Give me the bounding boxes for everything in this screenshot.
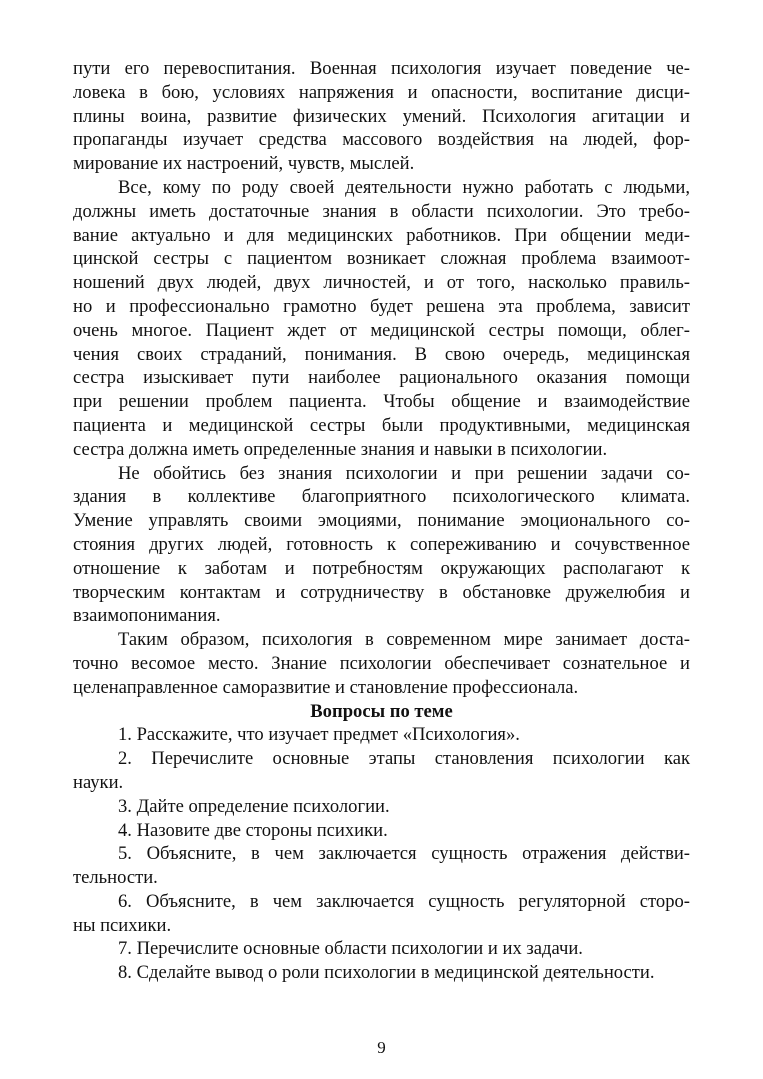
text-line: чения своих страданий, понимания. В свою очередь, медицинская (73, 343, 690, 365)
question-item (73, 795, 690, 819)
text-line: 7. Перечислите основные области психологии и их задачи. (118, 938, 583, 960)
questions-list (73, 723, 690, 985)
text-line: науки. (73, 771, 124, 793)
question-item (73, 723, 690, 747)
text-line: стояния других людей, готовность к сопереживанию и сочувственное (73, 533, 690, 555)
text-line: сестра должна иметь определенные знания и навыки в психологии. (73, 438, 608, 460)
text-line: плины воина, развитие физических умений. Психология агитации и (73, 105, 690, 127)
question-item (73, 842, 690, 890)
question-item (73, 890, 690, 938)
text-line: должны иметь достаточные знания в области психологии. Это требо- (73, 200, 690, 222)
paragraph (73, 628, 690, 699)
paragraph (73, 176, 690, 462)
body-text (73, 57, 690, 700)
question-item (73, 747, 690, 795)
text-line: но и профессионально грамотно будет решена эта проблема, зависит (73, 295, 690, 317)
question-item (73, 961, 690, 985)
paragraph (73, 462, 690, 629)
text-line: пропаганды изучает средства массового воздействия на людей, фор- (73, 129, 690, 151)
text-line: цинской сестры с пациентом возникает сложная проблема взаимоот- (73, 248, 690, 270)
page-body (73, 57, 690, 985)
text-line: точно весомое место. Знание психологии обеспечивает сознательное и (73, 652, 690, 674)
text-line: при решении проблем пациента. Чтобы общение и взаимодействие (73, 391, 690, 413)
text-line: пациента и медицинской сестры были продуктивными, медицинская (73, 414, 690, 436)
text-line: творческим контактам и сотрудничеству в обстановке дружелюбия и (73, 581, 690, 603)
text-line: тельности. (73, 867, 158, 889)
text-line: здания в коллективе благоприятного психологического климата. (73, 486, 690, 508)
text-line: 1. Расскажите, что изучает предмет «Психология». (118, 724, 520, 746)
text-line: 3. Дайте определение психологии. (118, 795, 390, 817)
question-item (73, 937, 690, 961)
text-line: отношение к заботам и потребностям окружающих располагают к (73, 557, 690, 579)
text-line: ловека в бою, условиях напряжения и опасности, воспитание дисци- (73, 81, 690, 103)
text-line: 8. Сделайте вывод о роли психологии в медицинской деятельности. (118, 962, 655, 984)
text-line: ны психики. (73, 914, 172, 936)
questions-heading: Вопросы по теме (310, 700, 453, 722)
text-line: взаимопонимания. (73, 605, 221, 627)
page-number: 9 (377, 1038, 386, 1057)
text-line: 4. Назовите две стороны психики. (118, 819, 388, 841)
text-line: ношений двух людей, двух личностей, и от того, насколько правиль- (73, 272, 690, 294)
text-line: Таким образом, психология в современном мире занимает доста- (118, 629, 690, 651)
text-line: 2. Перечислите основные этапы становления психологии как (118, 748, 690, 770)
question-item (73, 819, 690, 843)
paragraph (73, 57, 690, 176)
text-line: мирование их настроений, чувств, мыслей. (73, 153, 415, 175)
text-line: 5. Объясните, в чем заключается сущность отражения действи- (118, 843, 690, 865)
text-line: вание актуально и для медицинских работников. При общении меди- (73, 224, 690, 246)
text-line: Умение управлять своими эмоциями, понимание эмоционального со- (73, 510, 690, 532)
text-line: 6. Объясните, в чем заключается сущность регуляторной сторо- (118, 890, 690, 912)
text-line: Не обойтись без знания психологии и при решении задачи со- (118, 462, 690, 484)
text-line: сестра изыскивает пути наиболее рационального оказания помощи (73, 367, 690, 389)
text-line: Все, кому по роду своей деятельности нужно работать с людьми, (118, 176, 690, 198)
text-line: целенаправленное саморазвитие и становление профессионала. (73, 676, 579, 698)
text-line: очень многое. Пациент ждет от медицинской сестры помощи, облег- (73, 319, 690, 341)
text-line: пути его перевоспитания. Военная психология изучает поведение че- (73, 58, 690, 79)
